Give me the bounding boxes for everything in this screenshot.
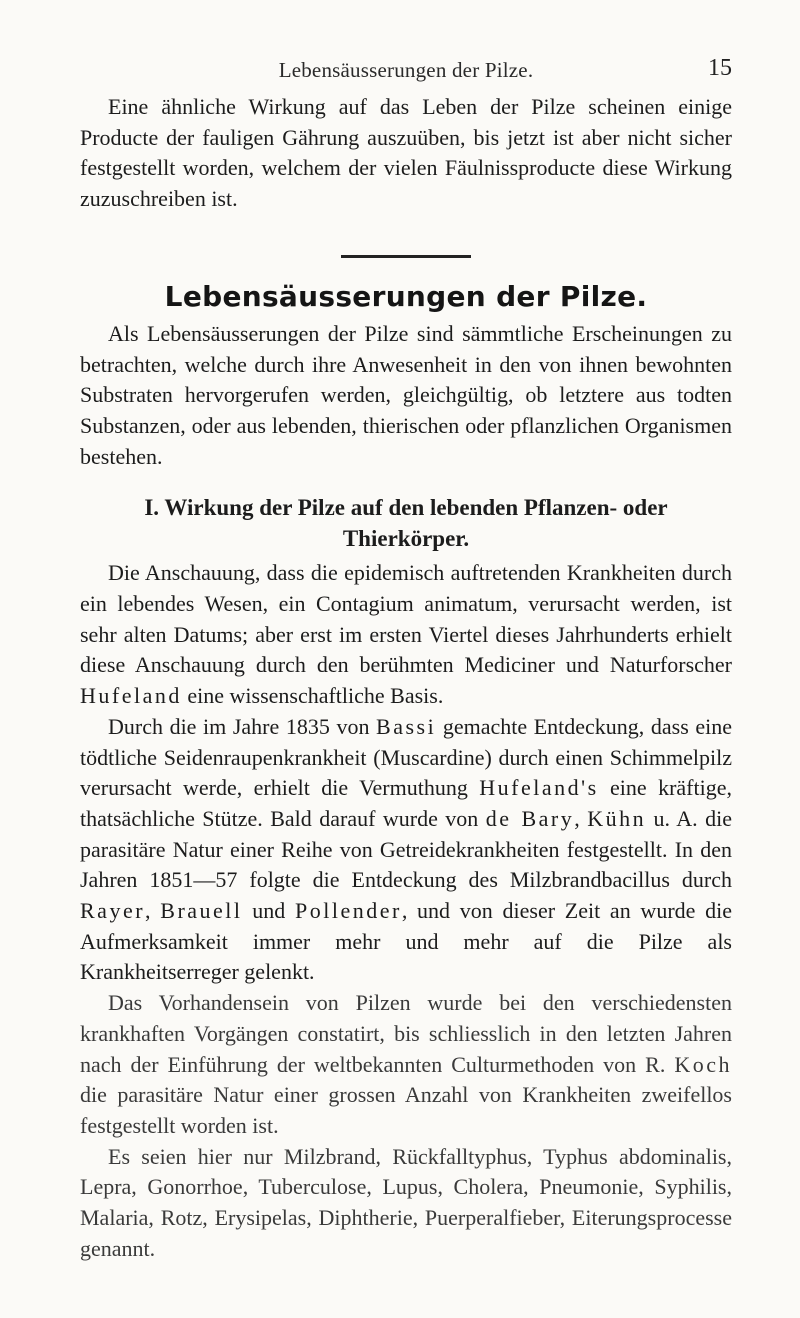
text-segment: gemachte Entdeckung, dass eine tödtliche Seidenraupenkrankheit (Muscardine) durch einen Schimmelpilz verursacht werde, erhielt die Vermuthung bbox=[80, 713, 732, 801]
running-head bbox=[80, 55, 732, 92]
intro-paragraph: Eine ähnliche Wirkung auf das Leben der Pilze scheinen einige Producte der fauligen Gährung auszuüben, bis jetzt ist aber nicht sicher festgestellt worden, welchem der vielen Fäulnissproducte diese Wirkung zuzuschreiben ist. bbox=[80, 94, 732, 212]
text-segment: eine wissenschaftliche Basis. bbox=[187, 683, 444, 709]
section-paragraph-1: Als Lebensäusserungen der Pilze sind sämmtliche Erscheinungen zu betrachten, welche durch ihre Anwesenheit in den von ihnen bewohnten Substraten hervorgerufen werden, gleichgültig, ob letztere aus todten Substanzen, oder aus lebenden, thierischen oder pflanzlichen Organismen bestehen. bbox=[80, 320, 732, 469]
running-title: Lebensäusserungen der Pilze. bbox=[278, 58, 534, 82]
paragraph-vorhandensein bbox=[80, 988, 732, 1142]
text-segment: eine kräftige, thatsächliche Stütze. Bald darauf wurde von bbox=[80, 775, 732, 831]
author-name-pollender: Pollender bbox=[295, 898, 402, 924]
author-name-de-bary: de Bary bbox=[485, 805, 575, 831]
paragraph-anschauung bbox=[80, 558, 732, 712]
text-segment: u. A. die parasitäre Natur einer Reihe von Getreidekrankheiten festgestellt. In den Jahren 1851—57 folgte die Entdeckung des Milzbrandbacillus durch bbox=[80, 805, 732, 893]
text-segment: und bbox=[252, 898, 286, 924]
text-segment: , bbox=[145, 898, 151, 924]
author-name-bassi: Bassi bbox=[376, 713, 437, 739]
page-number: 15 bbox=[708, 55, 732, 81]
section-divider bbox=[341, 255, 471, 258]
text-segment: Das Vorhandensein von Pilzen wurde bei den verschiedensten krankhaften Vorgängen constatirt, bis schliesslich in den letzten Jahren nach der Einführung der weltbekannten Culturmethoden von R. bbox=[80, 990, 732, 1077]
paragraph-entdeckung bbox=[80, 712, 732, 988]
author-name-rayer: Rayer bbox=[80, 898, 146, 924]
author-name-koch: Koch bbox=[674, 1051, 732, 1077]
book-page bbox=[80, 55, 733, 1265]
author-name-hufeland: Hufeland bbox=[80, 683, 182, 709]
text-segment: die parasitäre Natur einer grossen Anzahl von Krankheiten zweifellos festgestellt worden ist. bbox=[80, 1082, 732, 1138]
author-name-kuehn: Kühn bbox=[587, 805, 647, 831]
text-segment: Die Anschauung, dass die epidemisch auftretenden Krankheiten durch ein lebendes Wesen, ein Contagium animatum, verursacht werden, ist sehr alten Datums; aber erst im ersten Viertel dieses Jahrhunderts erhielt diese Anschauung durch den berühmten Mediciner und Naturforscher bbox=[80, 560, 732, 678]
paragraph-krankheiten-liste: Es seien hier nur Milzbrand, Rückfalltyphus, Typhus abdominalis, Lepra, Gonorrhoe, Tuberculose, Lupus, Cholera, Pneumonie, Syphilis, Malaria, Rotz, Erysipelas, Diphtherie, Puerperalfieber, Eiterungsprocesse genannt. bbox=[80, 1143, 732, 1261]
subsection-heading bbox=[80, 492, 732, 554]
subsection-heading-line-1: I. Wirkung der Pilze auf den lebenden Pflanzen- oder bbox=[144, 495, 668, 521]
author-name-hufeland-genitive: Hufeland's bbox=[479, 775, 599, 801]
text-segment: , bbox=[574, 805, 580, 831]
subsection-heading-line-2: Thierkörper. bbox=[342, 526, 470, 552]
text-segment: Durch die im Jahre 1835 von bbox=[108, 713, 370, 739]
author-name-brauell: Brauell bbox=[160, 898, 243, 924]
text-segment: , und von dieser Zeit an wurde die Aufmerksamkeit immer mehr und mehr auf die Pilze als Krankheitserreger gelenkt. bbox=[80, 898, 733, 985]
section-title: Lebensäusserungen der Pilze. bbox=[164, 279, 648, 313]
